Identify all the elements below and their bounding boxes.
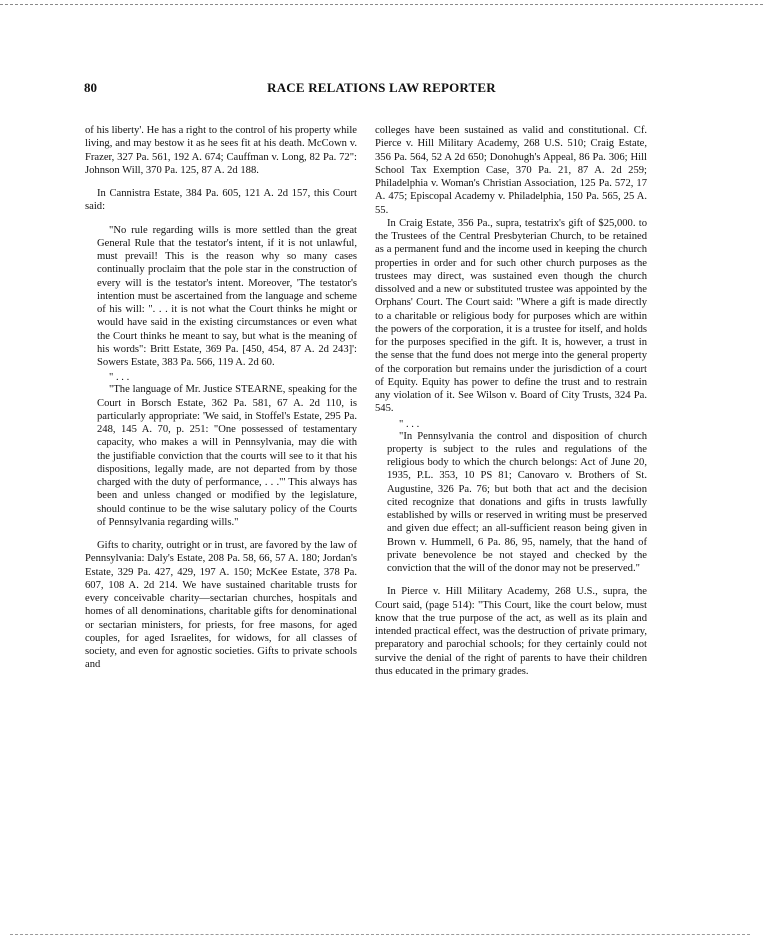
left-column xyxy=(85,124,357,672)
paragraph: In Pierce v. Hill Military Academy, 268 U.S., supra, the Court said, (page 514): "This Court, like the court below, must know that the true purpose of the act, as well as its plain and intended practical effect, was the destruction of private primary, preparatory and parochial schools; for they certainly could not survive the denial of the right of parents to have their children thus educated in the primary grades. xyxy=(375,586,647,677)
page-bottom-edge xyxy=(10,934,750,935)
block-quote xyxy=(375,419,647,576)
paragraph: colleges have been sustained as valid and constitutional. Cf. Pierce v. Hill Military Academy, 268 U.S. 510; Craig Estate, 356 Pa. 564, 52 A 2d 650; Donohugh's Appeal, 86 Pa. 306; Hill School Tax Exemption Case, 370 Pa. 21, 87 A. 2d 259; Philadelphia v. Woman's Christian Association, 125 Pa. 572, 17 A. 475; Episcopal Academy v. Philadelphia, 150 Pa. 565, 25 A. 55. xyxy=(375,125,647,216)
paragraph: In Cannistra Estate, 384 Pa. 605, 121 A. 2d 157, this Court said: xyxy=(85,188,357,213)
running-head: RACE RELATIONS LAW REPORTER xyxy=(267,80,496,95)
page-number: 80 xyxy=(84,80,97,95)
right-column xyxy=(375,124,647,678)
paragraph: Gifts to charity, outright or in trust, are favored by the law of Pennsylvania: Daly's Estate, 208 Pa. 58, 66, 57 A. 180; Jordan's Estate, 329 Pa. 427, 429, 197 A. 150; McKee Estate, 378 Pa. 607, 108 A. 2d 214. We have sustained charitable trusts for every conceivable charity—sectarian churches, hospitals and homes of all denominations, charitable gifts for denominational or sectarian ministers, for priests, for free masons, for aged couples, for aged Israelites, for widows, for all classes of society, and even for agnostic societies. Gifts to private schools and xyxy=(85,540,357,671)
block-quote xyxy=(85,224,357,530)
paragraph: of his liberty'. He has a right to the control of his property while living, and may bestow it as he sees fit at his death. McCown v. Frazer, 327 Pa. 561, 192 A. 674; Cauffman v. Long, 82 Pa. 72": Johnson Will, 370 Pa. 125, 87 A. 2d 188. xyxy=(85,125,357,176)
paragraph: In Craig Estate, 356 Pa., supra, testatrix's gift of $25,000. to the Trustees of the Central Presbyterian Church, to be retained as a permanent fund and the income used in keeping the church properties in order and for such other church purposes as the trustees may direct, was sustained even though the church dissolved and a new or substituted trustee was appointed by the Orphans' Court. The Court said: "Where a gift is made directly to a charitable or religious body for purposes which are within the powers of the corporation, it is a trustee for itself, and holds for the purposes specified in the gift. It is, however, a trust in the sense that the fund does not merge into the general property of the corporation but remains under the jurisdiction of a court of Equity. Equity has power to define the trust and to restrain any violation of it. See Wilson v. Board of City Trusts, 324 Pa. 545. xyxy=(375,217,647,415)
quote-paragraph: "No rule regarding wills is more settled than the great General Rule that the testator's intent, if it is not unlawful, must prevail! This is the reason why so many cases continually proclaim that the pole star in the construction of every will is the testator's intent. Moreover, 'The testator's intention must be ascertained from the language and scheme of his will: ". . . it is not what the Court thinks he might or would have said in the existing circumstances or even what the Court thinks he meant to say, but what is the meaning of his words": Britt Estate, 369 Pa. [450, 454, 87 A. 2d 243]': Sowers Estate, 383 Pa. 566, 119 A. 2d 60. xyxy=(97,224,357,368)
quote-paragraph: "The language of Mr. Justice STEARNE, speaking for the Court in Borsch Estate, 362 Pa. 581, 67 A. 2d 110, is particularly appropriate: 'We said, in Stoffel's Estate, 295 Pa. 248, 145 A. 70, p. 251: "One possessed of testamentary capacity, who makes a will in Pennsylvania, may die with the justifiable conviction that the courts will see to it that his dispositions, legally made, are not departed from by those charged with the duty of performance, . . ."' This always has been and unless changed or modified by the legislature, should continue to be the wise salutary policy of the Courts of Pennsylvania regarding wills." xyxy=(97,384,357,528)
page-top-edge xyxy=(0,4,763,5)
quote-ellipsis: " . . . xyxy=(109,372,130,384)
quote-ellipsis: " . . . xyxy=(399,418,420,430)
quote-paragraph: "In Pennsylvania the control and disposition of church property is subject to the rules and regulations of the religious body to which the church belongs: Act of June 20, 1935, P.L. 353, 10 PS 81; Canovaro v. Brothers of St. Augustine, 326 Pa. 76; but both that act and the decision cited recognize that donations and gifts in trusts lawfully established by wills or reserved in writing must be preserved and given due effect; an all-sufficient reason being given in Brown v. Hummell, 6 Pa. 86, 95, namely, that the hand of private benevolence be not stayed and checked by the conviction that the will of the donor may not be preserved." xyxy=(387,430,647,574)
